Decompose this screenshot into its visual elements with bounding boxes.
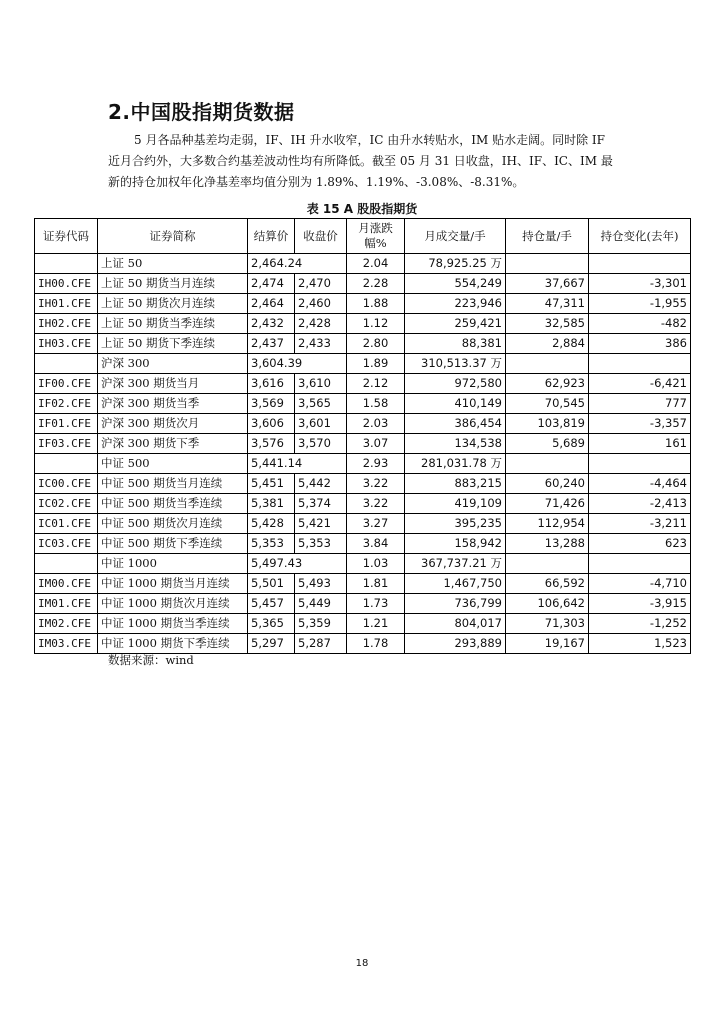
oi-cell: [506, 354, 589, 374]
index-row: [35, 254, 691, 274]
volume-cell: 736,799: [405, 594, 506, 614]
table-caption: 表 15 A 股股指期货: [306, 202, 418, 216]
volume-cell: 158,942: [405, 534, 506, 554]
oi-change-cell: 1,523: [589, 634, 691, 654]
oi-cell: 60,240: [506, 474, 589, 494]
name-cell: 上证 50 期货当月连续: [98, 274, 248, 294]
table-row: [35, 474, 691, 494]
settle-cell: 3,616: [248, 374, 295, 394]
settle-cell: 5,353: [248, 534, 295, 554]
table-row: [35, 414, 691, 434]
futures-table: [34, 218, 691, 654]
index-row: [35, 454, 691, 474]
header-change: 月涨跌幅%: [347, 219, 405, 254]
table-row: [35, 334, 691, 354]
settle-cell: 5,365: [248, 614, 295, 634]
code-cell: IC01.CFE: [35, 514, 98, 534]
oi-cell: 32,585: [506, 314, 589, 334]
table-row: [35, 614, 691, 634]
volume-cell: 395,235: [405, 514, 506, 534]
close-cell: 2,428: [295, 314, 347, 334]
code-cell: IF01.CFE: [35, 414, 98, 434]
code-cell: IF03.CFE: [35, 434, 98, 454]
name-cell: 中证 500 期货次月连续: [98, 514, 248, 534]
table-row: [35, 274, 691, 294]
volume-cell: 386,454: [405, 414, 506, 434]
oi-cell: 70,545: [506, 394, 589, 414]
close-cell: 5,287: [295, 634, 347, 654]
close-cell: 2,433: [295, 334, 347, 354]
code-cell: IM02.CFE: [35, 614, 98, 634]
oi-cell: [506, 454, 589, 474]
oi-change-cell: 623: [589, 534, 691, 554]
change-cell: 3.27: [347, 514, 405, 534]
name-cell: 中证 1000 期货当月连续: [98, 574, 248, 594]
index-close-cell: 2,464.24: [248, 254, 347, 274]
oi-cell: 2,884: [506, 334, 589, 354]
code-cell: IC03.CFE: [35, 534, 98, 554]
settle-cell: 5,428: [248, 514, 295, 534]
table-row: [35, 534, 691, 554]
section-heading: 2.中国股指期货数据: [108, 100, 295, 124]
name-cell: 中证 500 期货当月连续: [98, 474, 248, 494]
name-cell: 中证 1000 期货次月连续: [98, 594, 248, 614]
oi-change-cell: 386: [589, 334, 691, 354]
data-source-note: 数据来源：wind: [108, 653, 194, 667]
oi-change-cell: -6,421: [589, 374, 691, 394]
close-cell: 5,421: [295, 514, 347, 534]
change-cell: 2.93: [347, 454, 405, 474]
header-oi: 持仓量/手: [506, 219, 589, 254]
volume-cell: 293,889: [405, 634, 506, 654]
table-body: [35, 254, 691, 654]
volume-cell: 88,381: [405, 334, 506, 354]
change-cell: 1.89: [347, 354, 405, 374]
oi-cell: 19,167: [506, 634, 589, 654]
change-cell: 1.88: [347, 294, 405, 314]
change-cell: 2.28: [347, 274, 405, 294]
oi-cell: 62,923: [506, 374, 589, 394]
settle-cell: 2,474: [248, 274, 295, 294]
name-cell: 中证 500 期货下季连续: [98, 534, 248, 554]
change-cell: 1.12: [347, 314, 405, 334]
header-settle: 结算价: [248, 219, 295, 254]
oi-change-cell: [589, 354, 691, 374]
code-cell: [35, 554, 98, 574]
close-cell: 2,470: [295, 274, 347, 294]
oi-change-cell: -3,357: [589, 414, 691, 434]
code-cell: IM00.CFE: [35, 574, 98, 594]
change-cell: 1.21: [347, 614, 405, 634]
code-cell: [35, 254, 98, 274]
oi-cell: 71,426: [506, 494, 589, 514]
table-header: [35, 219, 691, 254]
paragraph-line: 近月合约外，大多数合约基差波动性均有所降低。截至 05 月 31 日收盘，IH、IF、IC、IM 最: [108, 154, 613, 168]
summary-paragraph: [108, 130, 628, 193]
oi-change-cell: -4,710: [589, 574, 691, 594]
volume-cell: 78,925.25 万: [405, 254, 506, 274]
code-cell: IH03.CFE: [35, 334, 98, 354]
oi-cell: 66,592: [506, 574, 589, 594]
volume-cell: 804,017: [405, 614, 506, 634]
oi-cell: 103,819: [506, 414, 589, 434]
change-cell: 2.04: [347, 254, 405, 274]
volume-cell: 419,109: [405, 494, 506, 514]
name-cell: 上证 50 期货当季连续: [98, 314, 248, 334]
name-cell: 中证 500: [98, 454, 248, 474]
table-row: [35, 434, 691, 454]
volume-cell: 223,946: [405, 294, 506, 314]
volume-cell: 134,538: [405, 434, 506, 454]
oi-cell: 47,311: [506, 294, 589, 314]
volume-cell: 281,031.78 万: [405, 454, 506, 474]
settle-cell: 3,569: [248, 394, 295, 414]
name-cell: 中证 1000: [98, 554, 248, 574]
name-cell: 沪深 300 期货当月: [98, 374, 248, 394]
table-row: [35, 594, 691, 614]
close-cell: 2,460: [295, 294, 347, 314]
volume-cell: 410,149: [405, 394, 506, 414]
oi-change-cell: -1,955: [589, 294, 691, 314]
name-cell: 沪深 300 期货当季: [98, 394, 248, 414]
table-row: [35, 634, 691, 654]
volume-cell: 367,737.21 万: [405, 554, 506, 574]
table-row: [35, 494, 691, 514]
code-cell: IC02.CFE: [35, 494, 98, 514]
index-row: [35, 554, 691, 574]
oi-change-cell: -2,413: [589, 494, 691, 514]
oi-cell: 37,667: [506, 274, 589, 294]
code-cell: IC00.CFE: [35, 474, 98, 494]
code-cell: [35, 454, 98, 474]
index-close-cell: 3,604.39: [248, 354, 347, 374]
volume-cell: 259,421: [405, 314, 506, 334]
change-cell: 1.73: [347, 594, 405, 614]
code-cell: IH02.CFE: [35, 314, 98, 334]
table-row: [35, 394, 691, 414]
oi-cell: 13,288: [506, 534, 589, 554]
code-cell: IF02.CFE: [35, 394, 98, 414]
volume-cell: 883,215: [405, 474, 506, 494]
oi-change-cell: -3,211: [589, 514, 691, 534]
code-cell: IH01.CFE: [35, 294, 98, 314]
code-cell: IM03.CFE: [35, 634, 98, 654]
table-row: [35, 374, 691, 394]
change-cell: 1.78: [347, 634, 405, 654]
change-cell: 1.03: [347, 554, 405, 574]
header-close: 收盘价: [295, 219, 347, 254]
index-close-cell: 5,497.43: [248, 554, 347, 574]
code-cell: [35, 354, 98, 374]
change-cell: 1.58: [347, 394, 405, 414]
settle-cell: 2,432: [248, 314, 295, 334]
change-cell: 3.22: [347, 474, 405, 494]
oi-cell: [506, 554, 589, 574]
code-cell: IM01.CFE: [35, 594, 98, 614]
oi-change-cell: -3,301: [589, 274, 691, 294]
change-cell: 1.81: [347, 574, 405, 594]
settle-cell: 3,576: [248, 434, 295, 454]
code-cell: IF00.CFE: [35, 374, 98, 394]
volume-cell: 972,580: [405, 374, 506, 394]
page-number: 18: [355, 958, 369, 969]
table-row: [35, 314, 691, 334]
oi-change-cell: [589, 254, 691, 274]
oi-cell: 71,303: [506, 614, 589, 634]
close-cell: 5,449: [295, 594, 347, 614]
header-volume: 月成交量/手: [405, 219, 506, 254]
change-cell: 2.12: [347, 374, 405, 394]
header-oi-change: 持仓变化(去年): [589, 219, 691, 254]
name-cell: 沪深 300 期货下季: [98, 434, 248, 454]
settle-cell: 2,437: [248, 334, 295, 354]
close-cell: 5,493: [295, 574, 347, 594]
name-cell: 沪深 300: [98, 354, 248, 374]
volume-cell: 554,249: [405, 274, 506, 294]
name-cell: 中证 500 期货当季连续: [98, 494, 248, 514]
settle-cell: 3,606: [248, 414, 295, 434]
name-cell: 中证 1000 期货下季连续: [98, 634, 248, 654]
index-close-cell: 5,441.14: [248, 454, 347, 474]
header-name: 证券简称: [98, 219, 248, 254]
name-cell: 上证 50 期货下季连续: [98, 334, 248, 354]
oi-change-cell: -3,915: [589, 594, 691, 614]
change-cell: 3.84: [347, 534, 405, 554]
change-cell: 2.03: [347, 414, 405, 434]
close-cell: 5,359: [295, 614, 347, 634]
oi-cell: 112,954: [506, 514, 589, 534]
settle-cell: 2,464: [248, 294, 295, 314]
oi-change-cell: -4,464: [589, 474, 691, 494]
name-cell: 中证 1000 期货当季连续: [98, 614, 248, 634]
close-cell: 3,601: [295, 414, 347, 434]
change-cell: 2.80: [347, 334, 405, 354]
name-cell: 上证 50 期货次月连续: [98, 294, 248, 314]
oi-cell: 106,642: [506, 594, 589, 614]
settle-cell: 5,297: [248, 634, 295, 654]
volume-cell: 1,467,750: [405, 574, 506, 594]
header-code: 证券代码: [35, 219, 98, 254]
oi-cell: 5,689: [506, 434, 589, 454]
table-row: [35, 514, 691, 534]
close-cell: 3,610: [295, 374, 347, 394]
close-cell: 3,565: [295, 394, 347, 414]
settle-cell: 5,451: [248, 474, 295, 494]
table-row: [35, 574, 691, 594]
oi-cell: [506, 254, 589, 274]
settle-cell: 5,381: [248, 494, 295, 514]
change-cell: 3.07: [347, 434, 405, 454]
close-cell: 5,442: [295, 474, 347, 494]
close-cell: 5,353: [295, 534, 347, 554]
oi-change-cell: 161: [589, 434, 691, 454]
paragraph-line: 新的持仓加权年化净基差率均值分别为 1.89%、1.19%、-3.08%、-8.31%。: [108, 175, 525, 189]
code-cell: IH00.CFE: [35, 274, 98, 294]
oi-change-cell: [589, 454, 691, 474]
close-cell: 5,374: [295, 494, 347, 514]
close-cell: 3,570: [295, 434, 347, 454]
name-cell: 沪深 300 期货次月: [98, 414, 248, 434]
oi-change-cell: [589, 554, 691, 574]
settle-cell: 5,457: [248, 594, 295, 614]
paragraph-line: 5 月各品种基差均走弱，IF、IH 升水收窄，IC 由升水转贴水，IM 贴水走阔。同时除 IF: [134, 133, 605, 147]
change-cell: 3.22: [347, 494, 405, 514]
index-row: [35, 354, 691, 374]
name-cell: 上证 50: [98, 254, 248, 274]
table-row: [35, 294, 691, 314]
settle-cell: 5,501: [248, 574, 295, 594]
oi-change-cell: -1,252: [589, 614, 691, 634]
oi-change-cell: 777: [589, 394, 691, 414]
volume-cell: 310,513.37 万: [405, 354, 506, 374]
oi-change-cell: -482: [589, 314, 691, 334]
